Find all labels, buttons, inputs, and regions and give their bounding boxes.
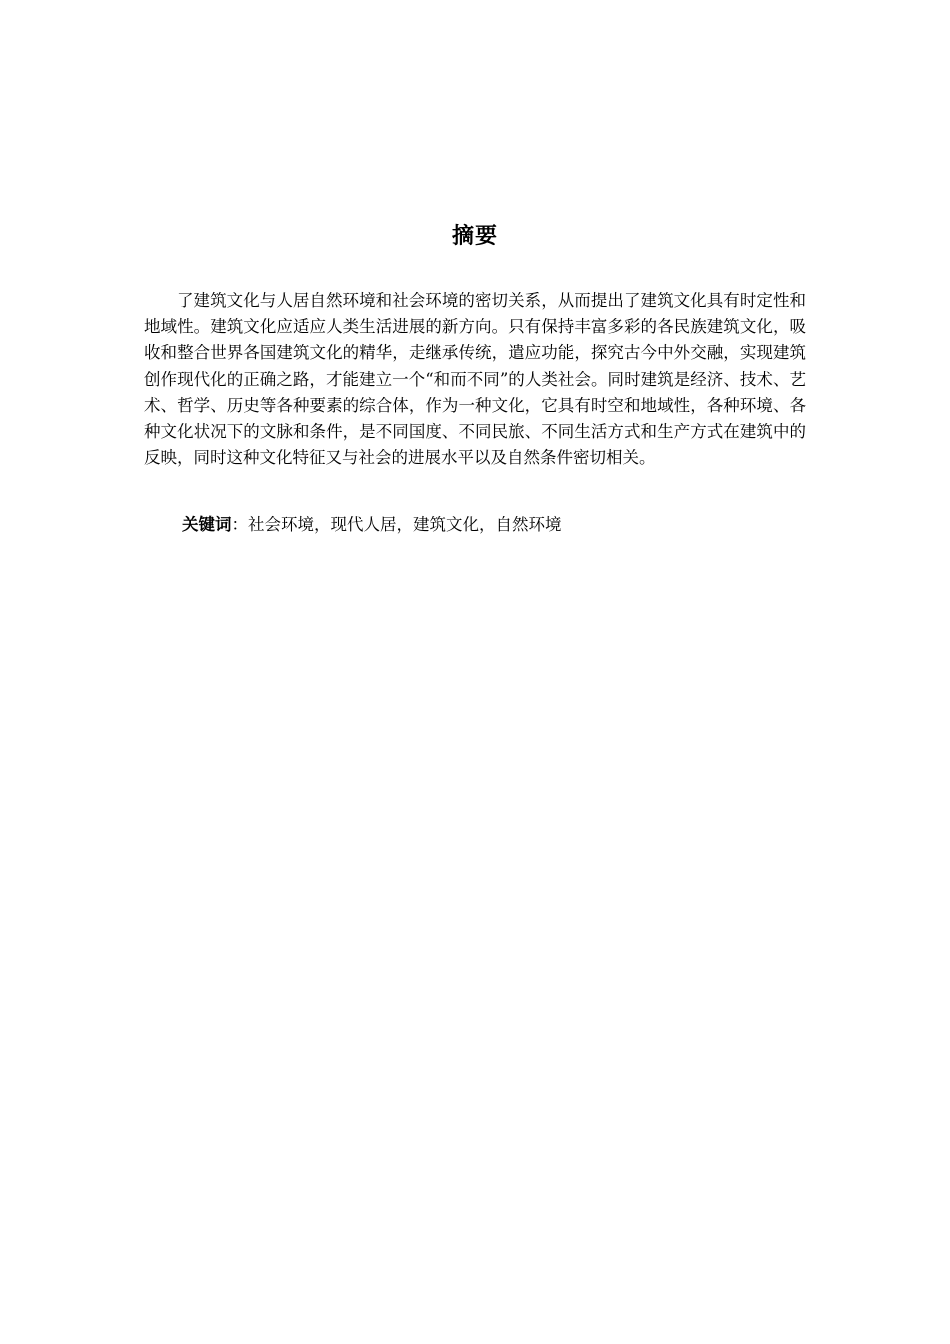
keywords-text: 社会环境，现代人居，建筑文化，自然环境 — [247, 515, 562, 534]
page-title: 摘要 — [451, 224, 498, 249]
keywords-separator: ： — [231, 515, 248, 534]
keywords-line — [144, 512, 806, 538]
keywords-label: 关键词 — [181, 515, 232, 534]
abstract-paragraph: 了建筑文化与人居自然环境和社会环境的密切关系，从而提出了建筑文化具有时定性和地域性。建筑文化应适应人类生活进展的新方向。只有保持丰富多彩的各民族建筑文化，吸收和整合世界各国建筑文化的精华，走继承传统，遣应功能，探究古今中外交融，实现建筑创作现代化的正确之路，才能建立一个“和而不同”的人类社会。同时建筑是经济、技术、艺术、哲学、历史等各种要素的综合体，作为一种文化，它具有时空和地域性，各种环境、各种文化状况下的文脉和条件，是不同国度、不同民旅、不同生活方式和生产方式在建筑中的反映，同时这种文化特征又与社会的进展水平以及自然条件密切相关。 — [144, 291, 806, 468]
